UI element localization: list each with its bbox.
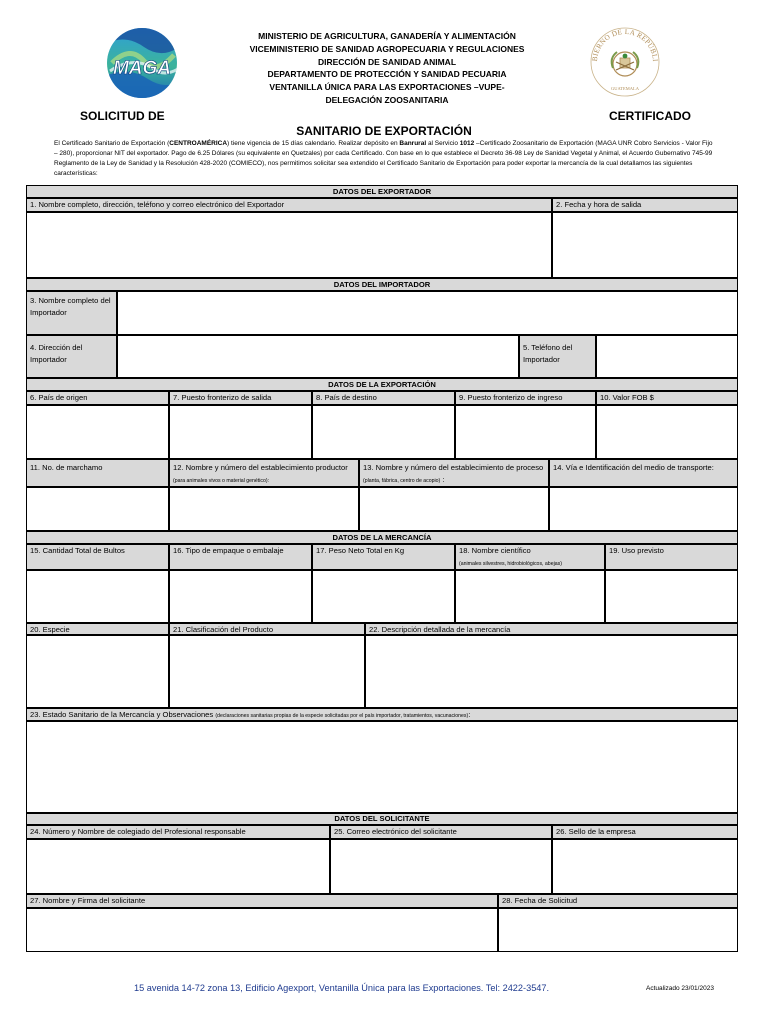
input-exit-border[interactable] (169, 405, 312, 459)
label-request-date: 28. Fecha de Solicitud (498, 894, 738, 908)
maga-logo (104, 25, 180, 101)
input-exporter-info[interactable] (26, 212, 552, 278)
header-line-6: DELEGACIÓN ZOOSANITARIA (325, 94, 449, 105)
input-departure-datetime[interactable] (552, 212, 738, 278)
section-exportador: DATOS DEL EXPORTADOR (26, 185, 738, 198)
institution-header (220, 30, 554, 107)
label-departure-datetime: 2. Fecha y hora de salida (552, 198, 738, 212)
input-total-packages[interactable] (26, 570, 169, 623)
label-origin-country: 6. País de origen (26, 391, 169, 405)
label-sanitary-status: 23. Estado Sanitario de la Mercancía y Observaciones (declaraciones sanitarias propias de la especie solicitadas por el país importador, tratamientos, vacunaciones): (26, 708, 738, 721)
label-total-packages: 15. Cantidad Total de Bultos (26, 544, 169, 570)
label-destination-country: 8. País de destino (312, 391, 455, 405)
label-entry-border: 9. Puesto fronterizo de ingreso (455, 391, 596, 405)
updated-date: Actualizado 23/01/2023 (646, 985, 714, 992)
label-applicant-email: 25. Correo electrónico del solicitante (330, 825, 552, 839)
footer-address: 15 avenida 14-72 zona 13, Edificio Agexport, Ventanilla Única para las Exportaciones. Tel: 2422-3547. (134, 983, 550, 993)
input-importer-phone[interactable] (596, 335, 738, 378)
label-species: 20. Especie (26, 623, 169, 635)
label-fob-value: 10. Valor FOB $ (596, 391, 738, 405)
input-company-stamp[interactable] (552, 839, 738, 894)
label-importer-name: 3. Nombre completo del Importador (26, 291, 117, 335)
input-destination-country[interactable] (312, 405, 455, 459)
input-producer-establishment[interactable] (169, 487, 359, 531)
input-importer-address[interactable] (117, 335, 519, 378)
input-sanitary-status[interactable] (26, 721, 738, 813)
label-importer-phone: 5. Teléfono del Importador (519, 335, 596, 378)
input-professional[interactable] (26, 839, 330, 894)
label-applicant-signature: 27. Nombre y Firma del solicitante (26, 894, 498, 908)
header-line-1: MINISTERIO DE AGRICULTURA, GANADERÍA Y ALIMENTACIÓN (258, 31, 516, 41)
input-entry-border[interactable] (455, 405, 596, 459)
input-transport[interactable] (549, 487, 738, 531)
label-product-classification: 21. Clasificación del Producto (169, 623, 365, 635)
government-seal (587, 24, 663, 100)
label-scientific-name: 18. Nombre científico (animales silvestres, hidrobiológicos, abejas) (455, 544, 605, 570)
seal-text: BIERNO DE LA REPÚBLI (590, 27, 660, 62)
header-line-2: VICEMINISTERIO DE SANIDAD AGROPECUARIA Y REGULACIONES (249, 43, 525, 54)
label-process-establishment: 13. Nombre y número del establecimiento de proceso (planta, fábrica, centro de acopio) : (359, 459, 549, 487)
section-importador: DATOS DEL IMPORTADOR (26, 278, 738, 291)
title-right: CERTIFICADO (609, 109, 691, 123)
section-mercancia: DATOS DE LA MERCANCÍA (26, 531, 738, 544)
page-title: SANITARIO DE EXPORTACIÓN (296, 124, 472, 138)
seal-subtext: GUATEMALA (611, 86, 639, 91)
section-exportacion: DATOS DE LA EXPORTACIÓN (26, 378, 738, 391)
label-producer-establishment: 12. Nombre y número del establecimiento productor (para animales vivos o material genético): (169, 459, 359, 487)
label-packaging-type: 16. Tipo de empaque o embalaje (169, 544, 312, 570)
label-intended-use: 19. Uso previsto (605, 544, 738, 570)
input-intended-use[interactable] (605, 570, 738, 623)
input-process-establishment[interactable] (359, 487, 549, 531)
label-professional: 24. Número y Nombre de colegiado del Profesional responsable (26, 825, 330, 839)
label-seal-number: 11. No. de marchamo (26, 459, 169, 487)
header-line-4: DEPARTAMENTO DE PROTECCIÓN Y SANIDAD PECUARIA (267, 69, 507, 80)
header-line-5: VENTANILLA ÚNICA PARA LAS EXPORTACIONES –VUPE- (269, 82, 505, 93)
input-net-weight[interactable] (312, 570, 455, 623)
label-exit-border: 7. Puesto fronterizo de salida (169, 391, 312, 405)
label-importer-address: 4. Dirección del Importador (26, 335, 117, 378)
input-origin-country[interactable] (26, 405, 169, 459)
title-left: SOLICITUD DE (80, 109, 165, 123)
label-company-stamp: 26. Sello de la empresa (552, 825, 738, 839)
intro-paragraph: El Certificado Sanitario de Exportación (CENTROAMÉRICA) tiene vigencia de 15 días calendario. Realizar depósito en Banrural al Servicio 1012 –Certificado Zoosanitario de Exportación (MAGA UNR Cobro Servicios - Valor Fijo – 280), proporcionar NIT del exportador. Pago de 6.25 Dólares (su equivalente en Quetzales) por cada Certificado. Con base en lo que establece el Decreto 36-98 Ley de Sanidad Vegetal y Animal, el Acuerdo Gubernativo 745-99 Reglamento de la Ley de Sanidad y la Resolución 428-2020 (COMIECO), nos permitimos solicitar sea extendido el Certificado Sanitario de Exportación para poder exportar la mercancía de la cual detallamos las siguientes características: (54, 140, 713, 177)
input-species[interactable] (26, 635, 169, 708)
maga-logo-text: MAGA (112, 58, 172, 79)
input-request-date[interactable] (498, 908, 738, 952)
input-product-classification[interactable] (169, 635, 365, 708)
input-packaging-type[interactable] (169, 570, 312, 623)
label-transport: 14. Vía e Identificación del medio de transporte: (549, 459, 738, 487)
label-goods-description: 22. Descripción detallada de la mercancía (365, 623, 738, 635)
input-importer-name[interactable] (117, 291, 738, 335)
input-fob-value[interactable] (596, 405, 738, 459)
header-line-3: DIRECCIÓN DE SANIDAD ANIMAL (317, 56, 457, 67)
label-exporter-info: 1. Nombre completo, dirección, teléfono y correo electrónico del Exportador (26, 198, 552, 212)
label-net-weight: 17. Peso Neto Total en Kg (312, 544, 455, 570)
input-applicant-email[interactable] (330, 839, 552, 894)
input-applicant-signature[interactable] (26, 908, 498, 952)
input-goods-description[interactable] (365, 635, 738, 708)
input-seal-number[interactable] (26, 487, 169, 531)
input-scientific-name[interactable] (455, 570, 605, 623)
section-solicitante: DATOS DEL SOLICITANTE (26, 813, 738, 825)
